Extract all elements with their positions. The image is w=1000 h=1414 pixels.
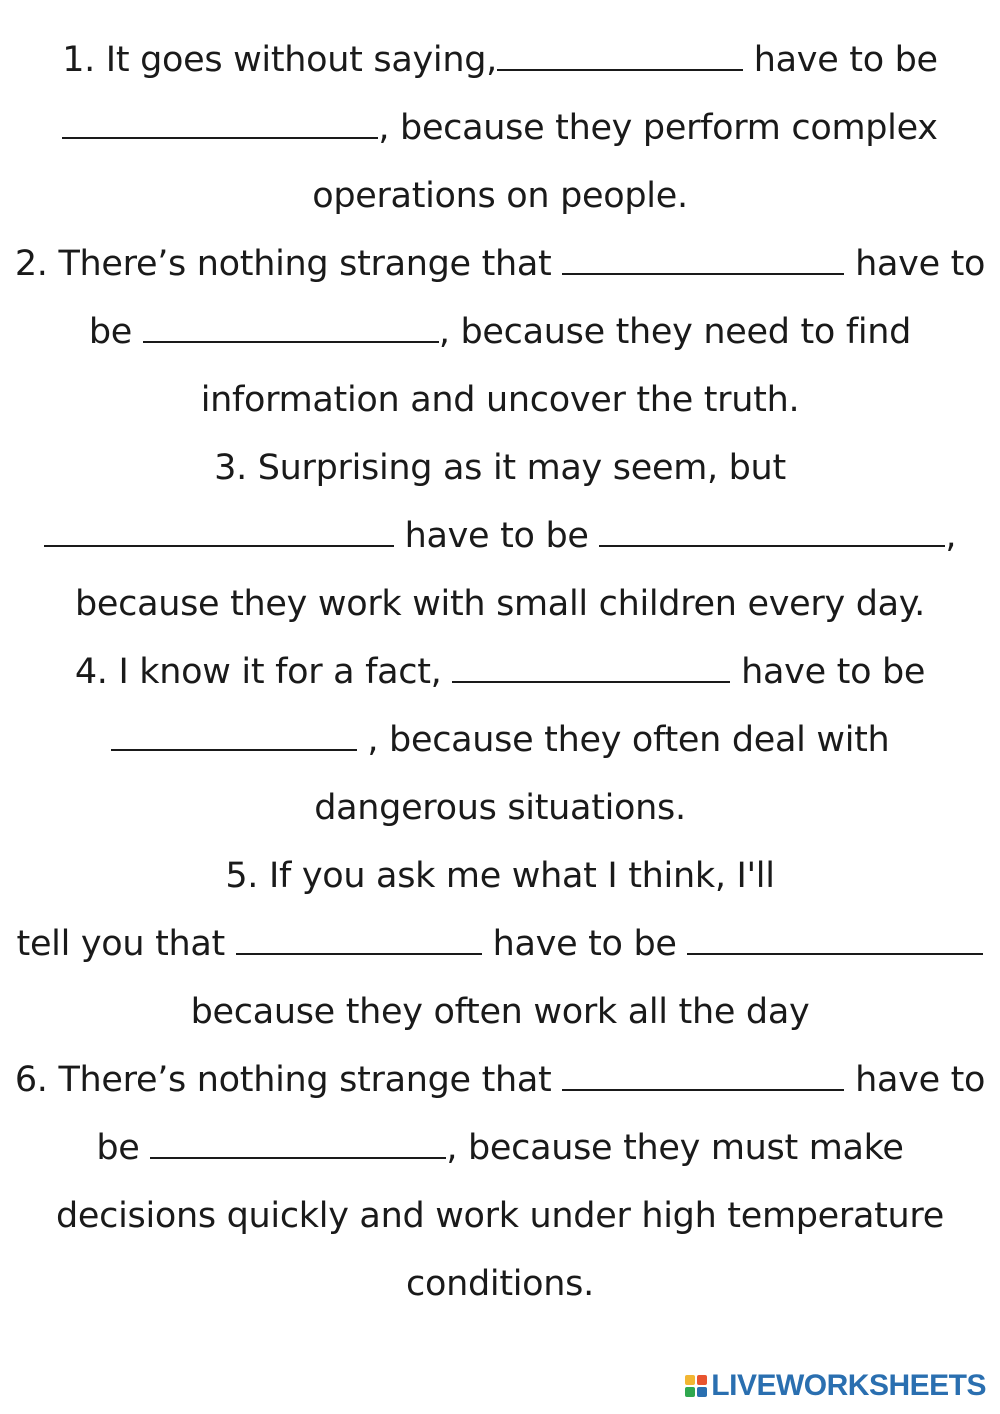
sentence-6-text-b: have to	[855, 1060, 986, 1100]
sentence-5-line-2	[0, 910, 1000, 978]
logo-block-3	[685, 1387, 695, 1397]
blank-5b[interactable]	[687, 923, 983, 955]
blank-2b[interactable]	[143, 311, 439, 343]
sentence-3-text-c: ,	[945, 516, 957, 556]
sentence-4-line-1	[0, 638, 1000, 706]
blank-5a[interactable]	[236, 923, 482, 955]
sentence-2-text-d: , because they need to find	[438, 312, 912, 352]
sentence-6-text-a: 6. There’s nothing strange that	[14, 1060, 552, 1100]
sentence-1-line-3	[0, 162, 1000, 230]
blank-6a[interactable]	[562, 1059, 844, 1091]
sentence-2-line-3	[0, 366, 1000, 434]
sentence-5-text-b: tell you that	[16, 924, 225, 964]
sentence-6-text-f: conditions.	[406, 1264, 594, 1304]
blank-2a[interactable]	[562, 243, 844, 275]
sentence-6-line-3	[0, 1182, 1000, 1250]
blank-3a[interactable]	[44, 515, 394, 547]
logo-text: LIVEWORKSHEETS	[711, 1369, 986, 1402]
sentence-2-line-2	[0, 298, 1000, 366]
sentence-4-line-2	[0, 706, 1000, 774]
logo-block-2	[697, 1375, 707, 1385]
sentence-6-line-1	[0, 1046, 1000, 1114]
sentence-4-line-3	[0, 774, 1000, 842]
sentence-6-line-4	[0, 1250, 1000, 1318]
sentence-3-line-2	[0, 502, 1000, 570]
sentence-2-text-a: 2. There’s nothing strange that	[14, 244, 552, 284]
logo-block-4	[697, 1387, 707, 1397]
sentence-5-line-3	[0, 978, 1000, 1046]
sentence-5-text-a: 5. If you ask me what I think, I'll	[225, 856, 775, 896]
blank-1b[interactable]	[62, 107, 378, 139]
sentence-1-text-b: have to be	[753, 40, 938, 80]
sentence-1-text-a: 1. It goes without saying,	[62, 40, 497, 80]
sentence-4-text-d: dangerous situations.	[314, 788, 686, 828]
sentence-6-text-c: be	[96, 1128, 140, 1168]
blank-4a[interactable]	[452, 651, 730, 683]
sentence-6-text-d: , because they must make	[446, 1128, 904, 1168]
sentence-2-text-c: be	[88, 312, 133, 352]
logo-blocks-icon	[685, 1375, 707, 1397]
blank-6b[interactable]	[150, 1127, 446, 1159]
sentence-4-text-c: , because they often deal with	[356, 720, 890, 760]
sentence-3-text-b: have to be	[404, 516, 589, 556]
sentence-1-text-c: , because they perform complex	[378, 108, 938, 148]
sentence-3-text-d: because they work with small children every day.	[74, 584, 926, 624]
liveworksheets-logo	[685, 1366, 986, 1406]
sentence-1-line-2	[0, 94, 1000, 162]
sentence-3-line-3	[0, 570, 1000, 638]
sentence-4-text-a: 4. I know it for a fact,	[74, 652, 442, 692]
sentence-6-line-2	[0, 1114, 1000, 1182]
blank-1a[interactable]	[497, 39, 743, 71]
sentence-5-text-c: have to be	[492, 924, 677, 964]
sentence-5-text-d: because they often work all the day	[190, 992, 810, 1032]
sentence-4-text-b: have to be	[741, 652, 926, 692]
sentence-5-line-1	[0, 842, 1000, 910]
sentence-2-line-1	[0, 230, 1000, 298]
worksheet	[0, 26, 1000, 1318]
blank-3b[interactable]	[599, 515, 945, 547]
sentence-1-line-1	[0, 26, 1000, 94]
sentence-2-text-e: information and uncover the truth.	[200, 380, 800, 420]
sentence-3-line-1	[0, 434, 1000, 502]
sentence-2-text-b: have to	[855, 244, 986, 284]
sentence-1-text-d: operations on people.	[312, 176, 688, 216]
sentence-3-text-a: 3. Surprising as it may seem, but	[214, 448, 786, 488]
blank-4b[interactable]	[111, 719, 357, 751]
sentence-6-text-e: decisions quickly and work under high temperature	[56, 1196, 944, 1236]
logo-block-1	[685, 1375, 695, 1385]
